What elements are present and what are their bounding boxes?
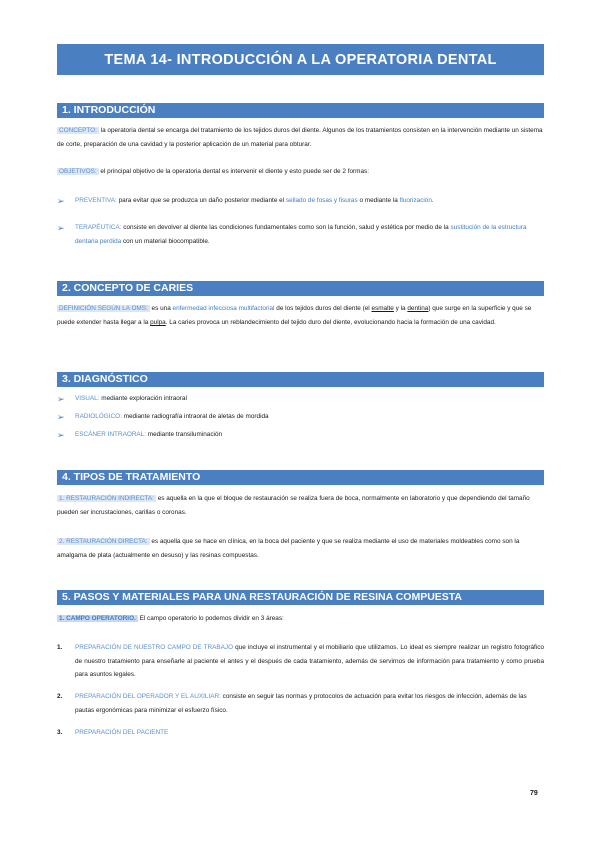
list-item-label: PREPARACIÓN DEL PACIENTE [75,729,169,736]
caries-text-4: ) que surge en la superficie y que se puede extender hasta llegar a la [57,305,532,326]
enfermedad-term: enfermedad infecciosa multifactorial [172,305,275,312]
arrow-bullet-icon: ➢ [57,430,65,440]
list-item-text: consiste en seguir las normas y protocolos de actuación para evitar los riesgos de infección, además de las pautas ergonómicas para minimizar el esfuerzo físico. [75,693,527,714]
indirecta-paragraph [57,492,544,520]
section-heading-pasos: 5. PASOS Y MATERIALES PARA UNA RESTAURACIÓN DE RESINA COMPUESTA [57,590,544,605]
concepto-label: CONCEPTO: [59,127,97,134]
terapeutica-label: TERAPÉUTICA: [75,224,122,231]
radiologico-text: mediante radiografía intraoral de aletas de mordida [121,413,269,420]
sellado-term: sellado de fosas y fisuras [285,197,358,204]
caries-paragraph [57,302,544,330]
arrow-bullet-icon: ➢ [57,196,65,206]
terapeutica-text-2: con un material biocompatible. [121,238,210,245]
terapeutica-text: consiste en devolver al diente las condiciones fundamentales como son la función, salud y estética por medio de la [121,224,451,231]
objetivos-text: el principal objetivo de la operatoria dental es intervenir el diente y esto puede ser de 2 formas: [98,168,369,175]
directa-label: 2. RESTAURACIÓN DIRECTA: [59,538,148,545]
pulpa-term: pulpa [150,319,166,326]
diagnostico-item-visual [57,392,544,406]
preventiva-text: para evitar que se produzca un daño posterior mediante el [116,197,286,204]
page-number: 79 [530,790,538,797]
caries-text-2: de los tejidos duros del diente (el [274,305,372,312]
list-item-text: que incluye el instrumental y el mobiliario que utilizamos. Lo ideal es siempre realizar un registro fotográfico de nuestro tratamiento para enseñarle al paciente el antes y el después de cada tratamiento, además de servirnos de información para tratamiento y como prueba para asuntos legales. [75,644,544,678]
list-item [57,690,544,718]
visual-label: VISUAL: [75,395,100,402]
preventiva-text-3: . [431,197,434,204]
section-heading-caries: 2. CONCEPTO DE CARIES [57,281,544,296]
campo-paragraph [57,612,544,626]
page-title: TEMA 14- INTRODUCCIÓN A LA OPERATORIA DENTAL [57,44,544,75]
campo-text: El campo operatorio lo podemos dividir en 3 áreas: [137,615,284,622]
section-heading-introduccion: 1. INTRODUCCIÓN [57,103,544,118]
terapeutica-item [57,221,544,249]
objetivos-paragraph [57,165,544,179]
esmalte-term: esmalte [371,305,394,312]
list-item [57,641,544,683]
campo-label: 1. CAMPO OPERATORIO. [59,615,136,622]
preventiva-text-2: o mediante la [357,197,400,204]
fluorizacion-term: fluorización [399,197,432,204]
oms-label: DEFINICIÓN SEGÚN LA OMS: [59,305,148,312]
caries-text: es una [149,305,173,312]
radiologico-label: RADIOLÓGICO: [75,413,122,420]
concepto-text: la operatoria dental se encarga del tratamiento de los tejidos duros del diente. Algunos de los tratamientos consisten en la intervención mediante un sistema de corte, preparación de una cavidad y la posterior aplicación de un material para obturar. [57,127,543,148]
list-item-label: PREPARACIÓN DE NUESTRO CAMPO DE TRABAJO [75,644,234,651]
list-number: 2. [57,693,63,700]
section-heading-tratamiento: 4. TIPOS DE TRATAMIENTO [57,470,544,485]
list-item [57,726,544,740]
preventiva-label: PREVENTIVA: [75,197,117,204]
indirecta-label: 1. RESTAURACIÓN INDIRECTA: [59,495,154,502]
visual-text: mediante exploración intraoral [99,395,187,402]
escaner-label: ESCÁNER INTRAORAL: [75,431,147,438]
diagnostico-item-escaner [57,428,544,442]
arrow-bullet-icon: ➢ [57,412,65,422]
indirecta-text: es aquella en la que el bloque de restauración se realiza fuera de boca, normalmente en laboratorio y que dependiendo del tamaño pueden ser incrustaciones, carillas o coronas. [57,495,530,516]
list-item-label: PREPARACIÓN DEL OPERADOR Y EL AUXILIAR: [75,693,221,700]
caries-text-3: y la [393,305,408,312]
list-number: 1. [57,644,63,651]
arrow-bullet-icon: ➢ [57,394,65,404]
arrow-bullet-icon: ➢ [57,223,65,233]
diagnostico-item-radiologico [57,410,544,424]
directa-paragraph [57,535,544,563]
list-number: 3. [57,729,63,736]
caries-text-5: . La caries provoca un reblandecimiento del tejido duro del diente, evolucionando hacia la formación de una cavidad. [165,319,496,326]
preventiva-item [57,194,544,208]
objetivos-label: OBJETIVOS: [59,168,97,175]
dentina-term: dentina [407,305,429,312]
directa-text: es aquella que se hace en clínica, en la boca del paciente y que se realiza mediante el uso de materiales moldeables como son la amalgama de plata (actualmente en desuso) y las resinas compuestas. [57,538,520,559]
section-heading-diagnostico: 3. DIAGNÓSTICO [57,372,544,387]
escaner-text: mediante transiluminación [146,431,223,438]
concepto-paragraph [57,124,544,152]
sustitucion-term: sustitución de la estructura dentaria perdida [75,224,527,245]
